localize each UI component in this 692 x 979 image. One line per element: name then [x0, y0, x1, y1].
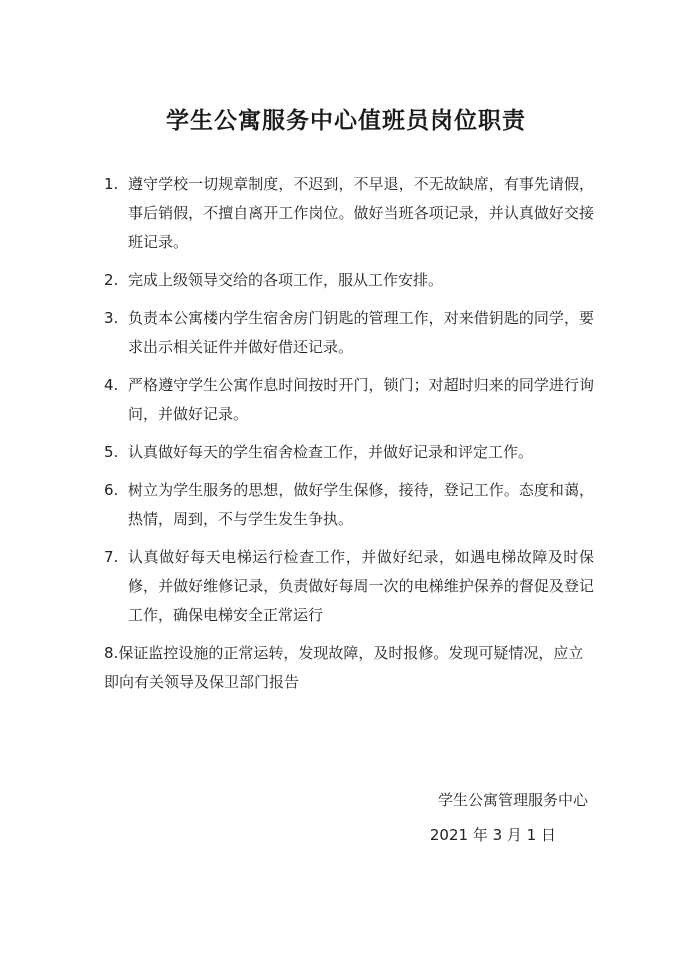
duty-text: 认真做好每天的学生宿舍检查工作，并做好记录和评定工作。: [128, 443, 534, 461]
duty-text: 树立为学生服务的思想，做好学生保修，接待，登记工作。态度和蔼，热情，周到，不与学生发生争执。: [128, 481, 594, 528]
duty-item-1: [104, 170, 594, 257]
duty-item-8: [104, 639, 594, 697]
duty-item-7: [104, 543, 594, 630]
duty-item-4: [104, 371, 594, 429]
duty-item-6: [104, 476, 594, 534]
issue-date: 2021 年 3 月 1 日: [429, 826, 556, 844]
duty-item-2: [104, 266, 594, 295]
duty-text: 遵守学校一切规章制度，不迟到，不早退，不无故缺席，有事先请假，事后销假，不擅自离开工作岗位。做好当班各项记录，并认真做好交接班记录。: [128, 175, 594, 251]
duty-number: 1.: [104, 175, 119, 193]
duty-number: 4.: [104, 376, 119, 394]
duty-text: 认真做好每天电梯运行检查工作，并做好纪录，如遇电梯故障及时保修，并做好维修记录，负责做好每周一次的电梯维护保养的督促及登记工作，确保电梯安全正常运行: [128, 548, 594, 624]
document-title: 学生公寓服务中心值班员岗位职责: [166, 108, 526, 134]
duty-number: 3.: [104, 309, 119, 327]
issuing-organization: 学生公寓管理服务中心: [437, 791, 588, 809]
duty-item-5: [104, 438, 594, 467]
duty-text: 保证监控设施的正常运转，发现故障，及时报修。发现可疑情况，应立即向有关领导及保卫部门报告: [104, 644, 584, 691]
duty-text: 负责本公寓楼内学生宿舍房门钥匙的管理工作，对来借钥匙的同学，要求出示相关证件并做好借还记录。: [128, 309, 594, 356]
duty-text: 完成上级领导交给的各项工作，服从工作安排。: [128, 271, 444, 289]
duty-number: 8.: [104, 644, 119, 662]
duty-number: 2.: [104, 271, 119, 289]
duty-number: 6.: [104, 481, 119, 499]
duty-list: [104, 170, 594, 706]
duty-number: 5.: [104, 443, 119, 461]
duty-item-3: [104, 304, 594, 362]
duty-text: 严格遵守学生公寓作息时间按时开门，锁门；对超时归来的同学进行询问，并做好记录。: [128, 376, 594, 423]
duty-number: 7.: [104, 548, 119, 566]
